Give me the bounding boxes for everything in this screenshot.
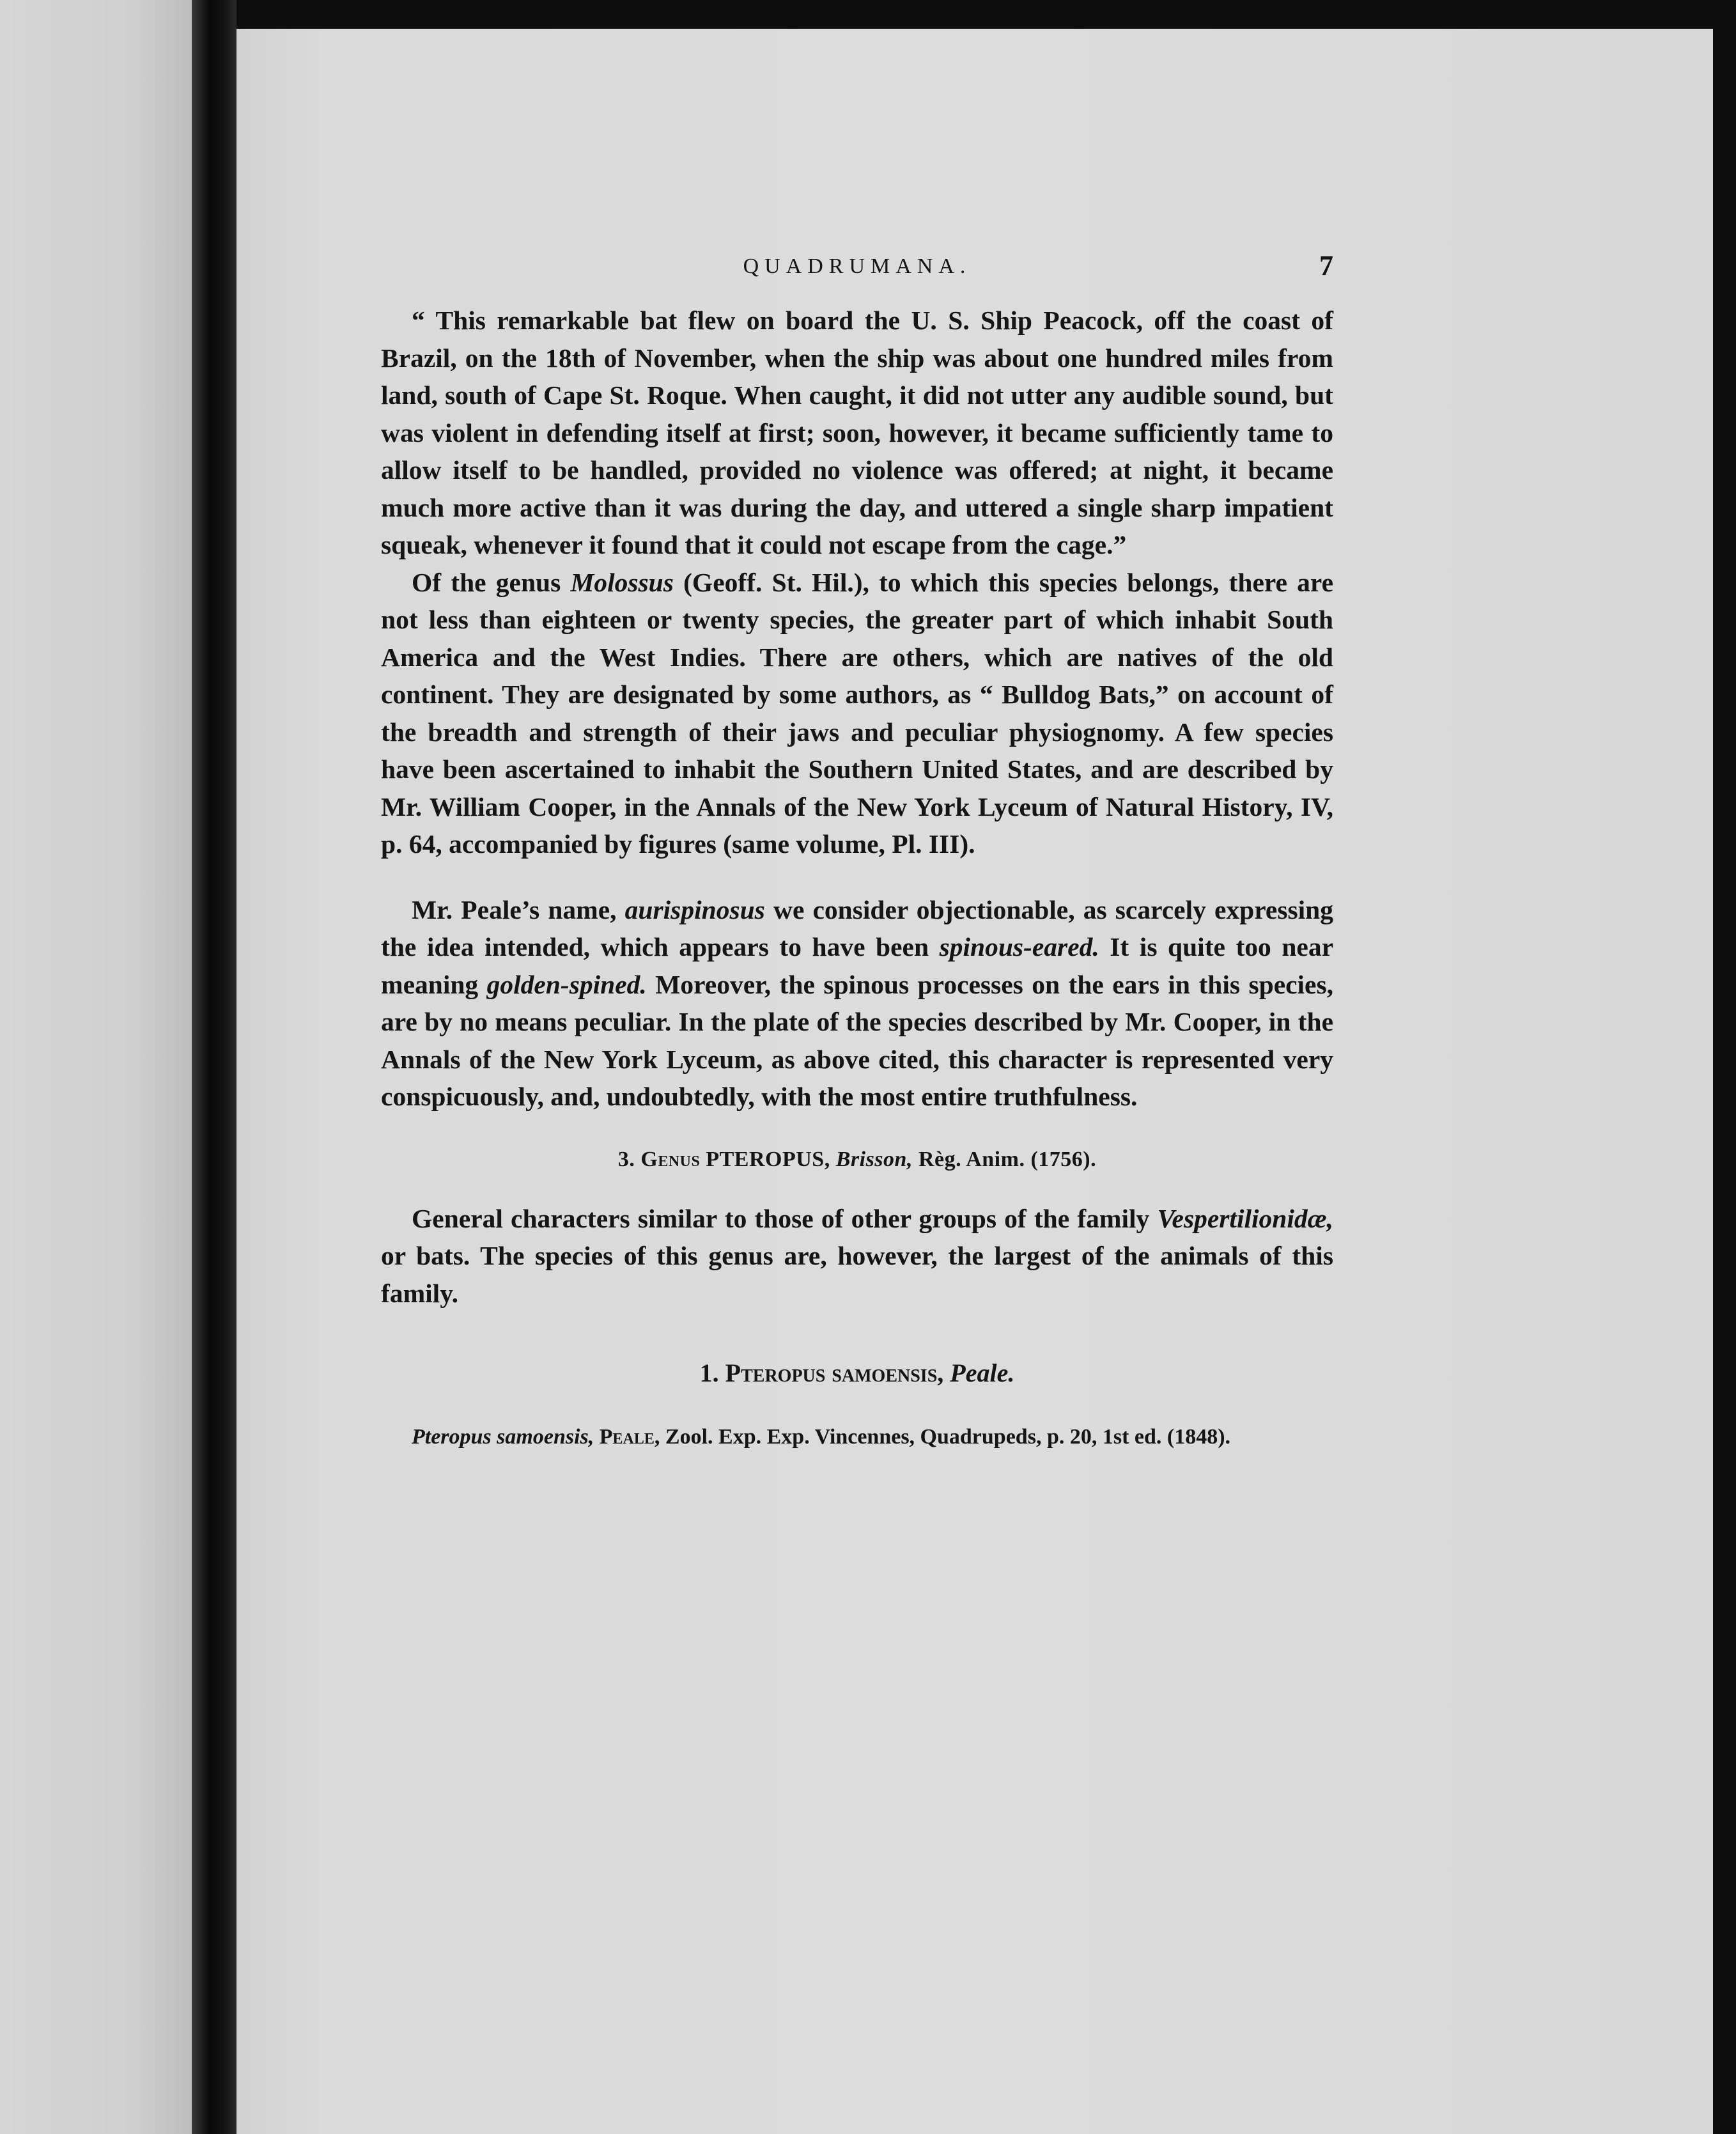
genus-heading: 3. Genus PTEROPUS, Brisson, Règ. Anim. (1756).	[617, 1147, 1097, 1171]
term-spinous-eared: spinous-eared.	[939, 932, 1099, 962]
species-heading: 1. Pteropus samoensis, Peale.	[699, 1359, 1015, 1387]
term-golden-spined: golden-spined.	[486, 969, 647, 999]
left-page-edge	[0, 0, 192, 2134]
book-gutter	[192, 0, 236, 2134]
page-number: 7	[1319, 250, 1333, 281]
scan-top-edge	[236, 0, 1736, 29]
synonym-citation: Pteropus samoensis, Peale, Zool. Exp. Exp. Vincennes, Quadrupeds, p. 20, 1st ed. (1848).	[412, 1425, 1231, 1449]
molossus-paragraph: Of the genus Molossus (Geoff. St. Hil.), to which this species belongs, there are not less than eighteen or twenty species, the greater part of which inhabit South America and the West Indies. There are others, which are natives of the old continent. They are designated by some authors, as “ Bulldog Bats,” on account of the breadth and strength of their jaws and peculiar physiognomy. A few species have been ascertained to inhabit the Southern United States, and are described by Mr. William Cooper, in the Annals of the New York Lyceum of Natural History, IV, p. 64, accompanied by figures (same volume, Pl. III).	[381, 567, 1333, 859]
family-name: Vespertilionidæ,	[1157, 1203, 1333, 1233]
quote-paragraph: “ This remarkable bat flew on board the U. S. Ship Peacock, off the coast of Brazil, on the 18th of November, when the ship was about one hundred miles from land, south of Cape St. Roque. When caught, it did not utter any audible sound, but was violent in defending itself at first; soon, however, it became sufficiently tame to allow itself to be handled, provided no violence was offered; at night, it became much more active than it was during the day, and uttered a single sharp impatient squeak, whenever it found that it could not escape from the cage.”	[381, 306, 1333, 559]
genus-name-molossus: Molossus	[570, 567, 674, 597]
peale-paragraph: Mr. Peale’s name, aurispinosus we consider objectionable, as scarcely expressing the idea intended, which appears to have been spinous-eared. It is quite too near meaning golden-spined. Moreover, the spinous processes on the ears in this species, are by no means peculiar. In the plate of the species described by Mr. Cooper, in the Annals of the New York Lyceum, as above cited, this character is represented very conspicuously, and, undoubtedly, with the most entire truthfulness.	[381, 894, 1334, 1111]
running-title: QUADRUMANA.	[743, 254, 972, 278]
running-head	[381, 249, 1333, 288]
general-paragraph: General characters similar to those of other groups of the family Vespertilionidæ, or bats. The species of this genus are, however, the largest of the animals of this family.	[381, 1203, 1333, 1308]
scan-right-edge	[1713, 0, 1736, 2134]
text-block	[381, 249, 1333, 1453]
species-name-aurispinosus: aurispinosus	[624, 894, 765, 924]
